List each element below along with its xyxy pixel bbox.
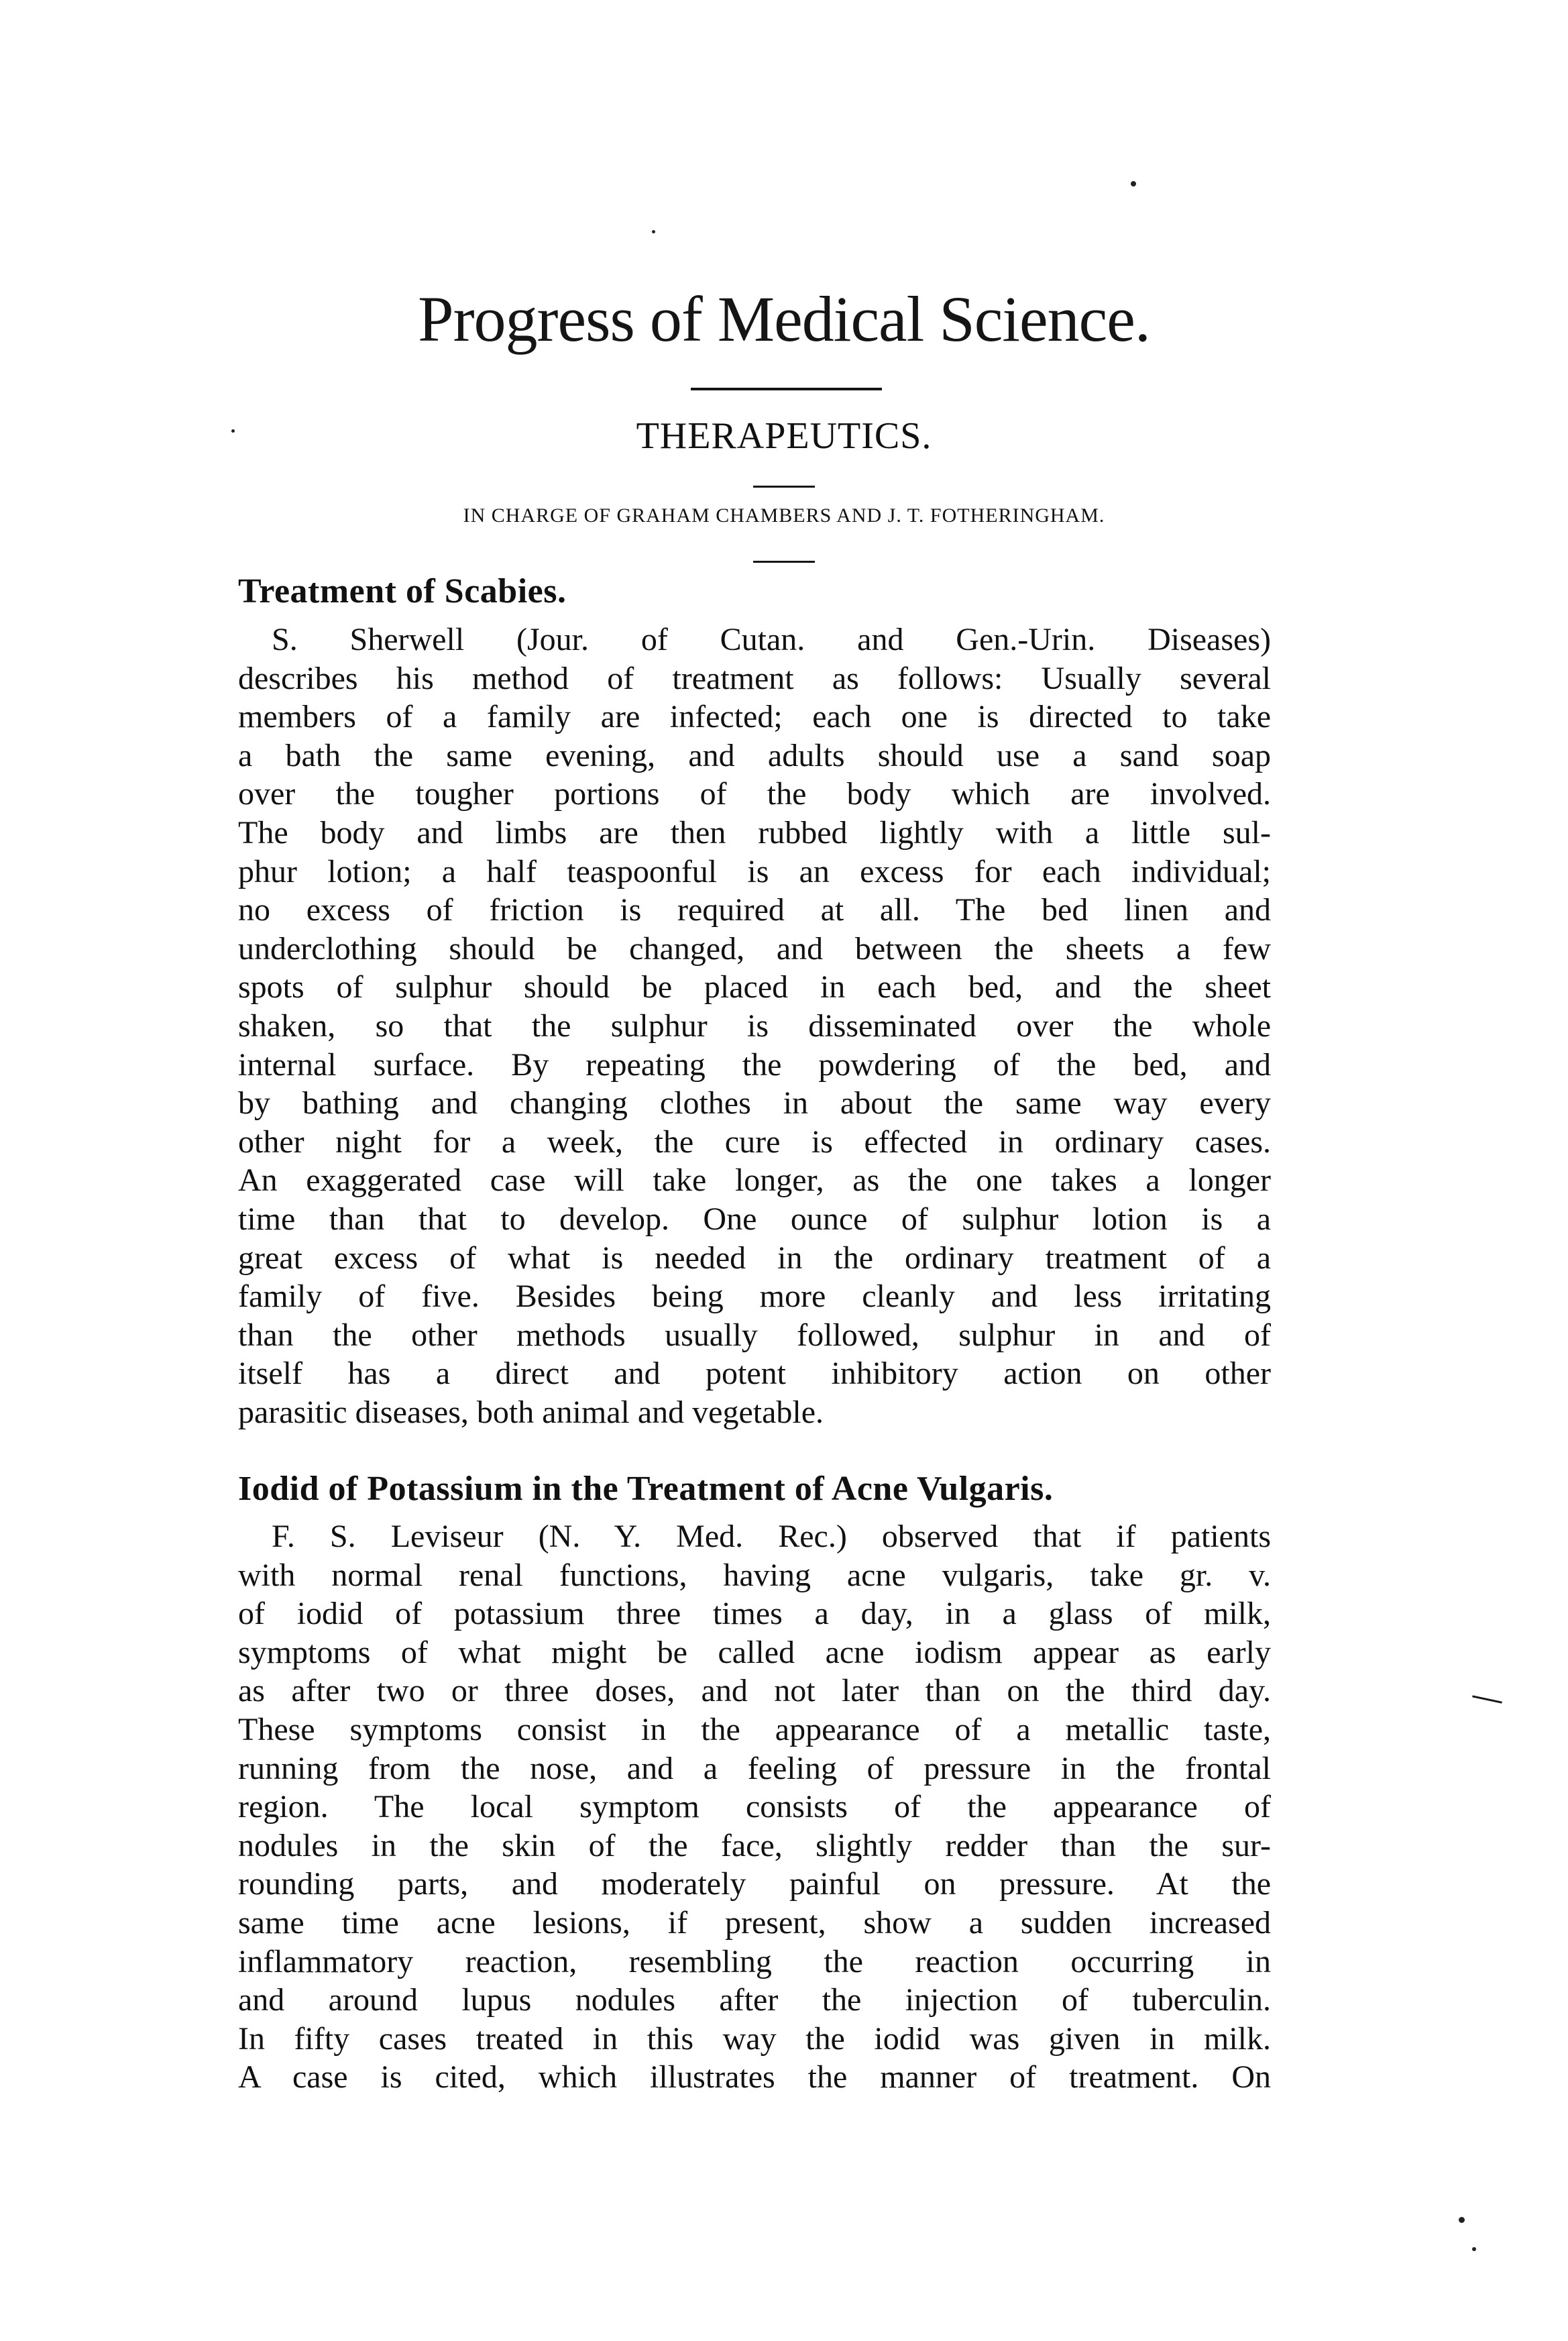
section-rule — [753, 486, 815, 488]
text-line: family of five. Besides being more cleanly and less irritating — [238, 1278, 1271, 1315]
text-line: spots of sulphur should be placed in each bed, and the sheet — [238, 969, 1271, 1005]
page-title: Progress of Medical Science. — [418, 283, 1150, 355]
scan-speck — [1459, 2217, 1465, 2223]
text-line: region. The local symptom consists of the appearance of — [238, 1789, 1271, 1825]
scan-speck — [1472, 2247, 1476, 2251]
text-line: underclothing should be changed, and between the sheets a few — [238, 930, 1271, 967]
text-line: of iodid of potassium three times a day, in a glass of milk, — [238, 1596, 1271, 1632]
text-line: rounding parts, and moderately painful on pressure. At the — [238, 1866, 1271, 1902]
text-line: internal surface. By repeating the powdering of the bed, and — [238, 1046, 1271, 1083]
scan-speck — [1131, 181, 1136, 186]
text-line: no excess of friction is required at all. The bed linen and — [238, 892, 1271, 928]
text-line: over the tougher portions of the body which are involved. — [238, 776, 1271, 812]
text-line: shaken, so that the sulphur is disseminated over the whole — [238, 1008, 1271, 1044]
text-line: describes his method of treatment as follows: Usually several — [238, 660, 1271, 696]
text-line: than the other methods usually followed, sulphur in and of — [238, 1317, 1271, 1353]
text-line: inflammatory reaction, resembling the reaction occurring in — [238, 1943, 1271, 1979]
text-line: running from the nose, and a feeling of pressure in the frontal — [238, 1750, 1271, 1786]
article-body-acne — [238, 1517, 1271, 2097]
text-line: symptoms of what might be called acne iodism appear as early — [238, 1634, 1271, 1670]
text-line: An exaggerated case will take longer, as the one takes a longer — [238, 1162, 1271, 1199]
section-heading: THERAPEUTICS. — [636, 415, 932, 457]
scan-mark — [1472, 1695, 1502, 1703]
text-line: In fifty cases treated in this way the iodid was given in milk. — [238, 2020, 1271, 2057]
article-heading-scabies: Treatment of Scabies. — [238, 572, 567, 610]
text-line: and around lupus nodules after the injection of tuberculin. — [238, 1982, 1271, 2018]
text-line: nodules in the skin of the face, slightly redder than the sur- — [238, 1827, 1271, 1863]
text-line: F. S. Leviseur (N. Y. Med. Rec.) observed that if patients — [272, 1519, 1271, 1554]
text-line: as after two or three doses, and not later than on the third day. — [238, 1673, 1271, 1709]
text-line: S. Sherwell (Jour. of Cutan. and Gen.-Urin. Diseases) — [272, 622, 1271, 657]
text-line: itself has a direct and potent inhibitory action on other — [238, 1356, 1271, 1392]
text-line: parasitic diseases, both animal and vegetable. — [238, 1394, 824, 1430]
scan-speck — [231, 429, 235, 433]
scan-speck — [652, 230, 655, 233]
title-rule — [691, 388, 882, 390]
text-line: same time acne lesions, if present, show a sudden increased — [238, 1904, 1271, 1941]
text-line: A case is cited, which illustrates the manner of treatment. On — [238, 2059, 1271, 2095]
charge-rule — [753, 561, 815, 563]
article-heading-acne: Iodid of Potassium in the Treatment of Acne Vulgaris. — [238, 1470, 1054, 1508]
text-line: These symptoms consist in the appearance of a metallic taste, — [238, 1711, 1271, 1747]
article-body-scabies — [238, 620, 1271, 1431]
text-line: a bath the same evening, and adults should use a sand soap — [238, 737, 1271, 773]
text-line: great excess of what is needed in the ordinary treatment of a — [238, 1240, 1271, 1276]
text-line: members of a family are infected; each one is directed to take — [238, 699, 1271, 735]
text-line: phur lotion; a half teaspoonful is an excess for each individual; — [238, 853, 1271, 889]
text-line: time than that to develop. One ounce of sulphur lotion is a — [238, 1201, 1271, 1237]
text-line: other night for a week, the cure is effected in ordinary cases. — [238, 1124, 1271, 1160]
text-line: with normal renal functions, having acne vulgaris, take gr. v. — [238, 1557, 1271, 1593]
text-line: by bathing and changing clothes in about the same way every — [238, 1085, 1271, 1122]
in-charge-line: IN CHARGE OF GRAHAM CHAMBERS AND J. T. FOTHERINGHAM. — [463, 504, 1105, 527]
text-line: The body and limbs are then rubbed lightly with a little sul- — [238, 814, 1271, 851]
